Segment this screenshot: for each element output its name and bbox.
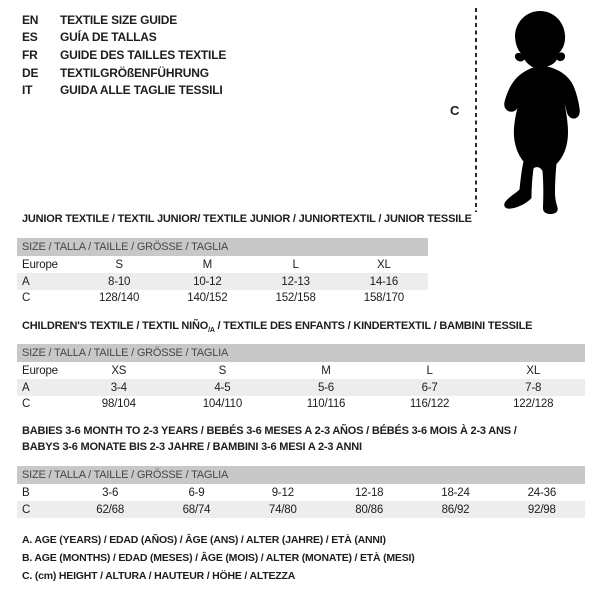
- size-cell: M: [321, 365, 331, 378]
- months-cell: 18-24: [441, 487, 470, 500]
- size-cell: XL: [526, 365, 541, 378]
- months-cell: 12-18: [354, 487, 384, 500]
- months-cell: 24-36: [527, 487, 557, 500]
- junior-size-table: [17, 257, 428, 306]
- size-cell: S: [218, 365, 227, 378]
- junior-size-header-bar: SIZE / TALLA / TAILLE / GRÖSSE / TAGLIA: [17, 238, 428, 256]
- height-cell: 86/92: [441, 503, 470, 516]
- legend-line-age-years: A. AGE (YEARS) / EDAD (AÑOS) / ÂGE (ANS) / ALTER (JAHRE) / ETÀ (ANNI): [22, 534, 386, 546]
- size-cell: L: [292, 259, 299, 272]
- children-title-text: / TEXTILE DES ENFANTS / KINDERTEXTIL / BAMBINI TESSILE: [214, 320, 533, 332]
- height-cell: 92/98: [527, 503, 556, 516]
- language-code: ES: [22, 30, 38, 45]
- language-label: TEXTILE SIZE GUIDE: [60, 12, 178, 27]
- table-row-height: [17, 290, 428, 306]
- height-cell: 140/152: [187, 291, 228, 304]
- age-cell: 5-6: [317, 381, 334, 394]
- height-cell: 98/104: [101, 397, 136, 410]
- row-label: Europe: [22, 259, 58, 272]
- language-row-de: [22, 64, 226, 82]
- age-cell: 7-8: [525, 381, 542, 394]
- junior-table-title: JUNIOR TEXTILE / TEXTIL JUNIOR/ TEXTILE JUNIOR / JUNIORTEXTIL / JUNIOR TESSILE: [22, 213, 472, 225]
- language-code: EN: [22, 12, 39, 27]
- row-label: A: [22, 275, 30, 288]
- height-cell: 80/86: [355, 503, 384, 516]
- babies-table-title-line2: BABYS 3-6 MONATE BIS 2-3 JAHRE / BAMBINI 3-6 MESI A 2-3 ANNI: [22, 441, 362, 453]
- height-cell: 68/74: [182, 503, 211, 516]
- children-title-subscript: /A: [208, 327, 215, 335]
- language-row-es: [22, 29, 226, 47]
- height-cell: 116/122: [409, 397, 450, 410]
- height-cell: 62/68: [96, 503, 125, 516]
- language-label: GUIDE DES TAILLES TEXTILE: [60, 47, 227, 62]
- row-label: B: [22, 487, 30, 500]
- language-label: TEXTILGRÖßENFÜHRUNG: [60, 65, 209, 80]
- age-cell: 3-4: [110, 381, 127, 394]
- height-cell: 110/116: [306, 397, 346, 410]
- baby-silhouette-image: [487, 8, 593, 214]
- language-row-en: [22, 11, 226, 29]
- language-label: GUÍA DE TALLAS: [60, 30, 157, 45]
- size-cell: M: [202, 259, 213, 272]
- age-cell: 14-16: [369, 275, 399, 288]
- table-row-europe: [17, 363, 585, 379]
- table-row-months: [17, 485, 585, 501]
- table-row-height: [17, 396, 585, 412]
- table-row-height: [17, 501, 585, 517]
- row-label: A: [22, 381, 30, 394]
- height-marker-label: C: [450, 103, 460, 118]
- height-cell: 158/170: [363, 291, 404, 304]
- language-code: DE: [22, 65, 39, 80]
- children-table-title: [22, 320, 532, 334]
- age-cell: 12-13: [281, 275, 310, 288]
- language-row-it: [22, 81, 226, 99]
- row-label: C: [22, 397, 31, 410]
- months-cell: 9-12: [271, 487, 294, 500]
- table-row-europe: [17, 257, 428, 273]
- height-cell: 104/110: [202, 397, 243, 410]
- children-size-header-bar: SIZE / TALLA / TAILLE / GRÖSSE / TAGLIA: [17, 344, 585, 362]
- age-cell: 10-12: [193, 275, 222, 288]
- legend: [22, 534, 415, 588]
- height-cell: 152/158: [275, 291, 316, 304]
- language-title-list: [22, 11, 226, 99]
- height-cell: 74/80: [268, 503, 297, 516]
- babies-size-header-bar: SIZE / TALLA / TAILLE / GRÖSSE / TAGLIA: [17, 466, 585, 484]
- row-label: C: [22, 291, 31, 304]
- size-cell: XL: [377, 259, 391, 272]
- language-row-fr: [22, 46, 226, 64]
- row-label: Europe: [22, 365, 58, 378]
- size-cell: S: [115, 259, 123, 272]
- height-cell: 128/140: [99, 291, 140, 304]
- height-cell: 122/128: [513, 397, 554, 410]
- children-size-table: [17, 363, 585, 412]
- months-cell: 3-6: [102, 487, 119, 500]
- language-label: GUIDA ALLE TAGLIE TESSILI: [60, 83, 223, 98]
- language-code: FR: [22, 47, 38, 62]
- age-cell: 4-5: [214, 381, 231, 394]
- children-title-text: CHILDREN'S TEXTILE / TEXTIL NIÑO: [22, 320, 209, 332]
- age-cell: 8-10: [108, 275, 131, 288]
- height-marker-dashed-line: [475, 8, 477, 212]
- size-cell: XS: [111, 365, 127, 378]
- table-row-age: [17, 379, 585, 395]
- size-cell: L: [426, 365, 433, 378]
- legend-line-height: C. (cm) HEIGHT / ALTURA / HAUTEUR / HÖHE / ALTEZZA: [22, 570, 296, 582]
- babies-table-title-line1: BABIES 3-6 MONTH TO 2-3 YEARS / BEBÉS 3-6 MESES A 2-3 AÑOS / BÉBÉS 3-6 MOIS À 2-3 ANS /: [22, 425, 517, 437]
- age-cell: 6-7: [421, 381, 438, 394]
- table-row-age: [17, 273, 428, 289]
- months-cell: 6-9: [188, 487, 205, 500]
- legend-line-age-months: B. AGE (MONTHS) / EDAD (MESES) / ÂGE (MOIS) / ALTER (MONATE) / ETÀ (MESI): [22, 552, 415, 564]
- language-code: IT: [22, 83, 33, 98]
- row-label: C: [22, 503, 31, 516]
- babies-size-table: [17, 485, 585, 518]
